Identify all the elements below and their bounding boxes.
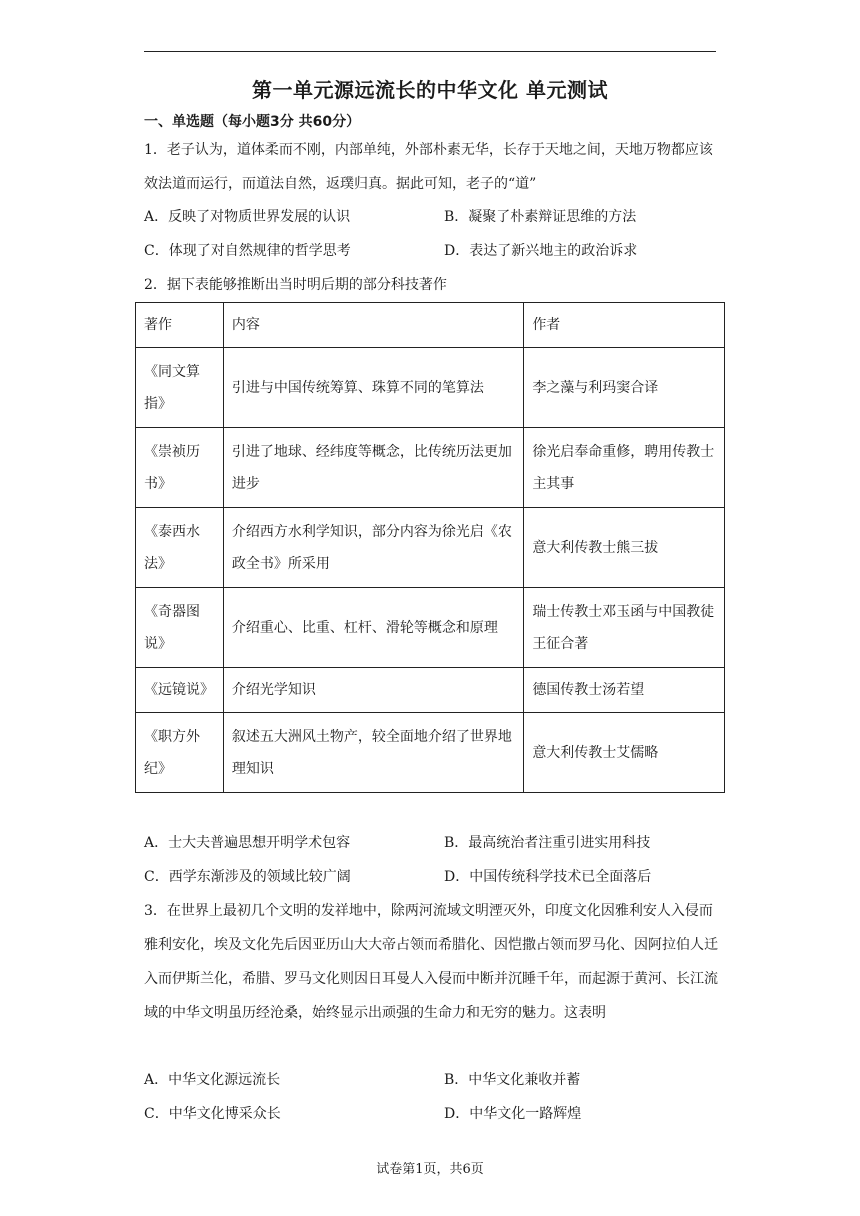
option-d: D．表达了新兴地主的政治诉求 (444, 243, 638, 259)
header-cell: 内容 (223, 303, 523, 348)
table-cell: 《远镜说》 (136, 668, 224, 713)
option-d: D．中华文化一路辉煌 (444, 1106, 582, 1122)
table-cell: 瑞士传教士邓玉函与中国教徒王征合著 (524, 588, 725, 668)
table-cell: 意大利传教士艾儒略 (524, 713, 725, 793)
table-cell: 《崇祯历书》 (136, 428, 224, 508)
table-row (136, 348, 725, 428)
options-row (144, 860, 724, 894)
option-a: A．反映了对物质世界发展的认识 (144, 209, 351, 225)
table-row (136, 508, 725, 588)
question-2-stem: 2．据下表能够推断出当时明后期的部分科技著作 (144, 277, 447, 293)
page-title: 第一单元源远流长的中华文化 单元测试 (252, 78, 608, 102)
table-cell: 徐光启奉命重修，聘用传教士主其事 (524, 428, 725, 508)
options-row (144, 826, 724, 860)
table-cell: 李之藻与利玛窦合译 (524, 348, 725, 428)
table-cell: 意大利传教士熊三拔 (524, 508, 725, 588)
table-cell: 引进与中国传统筹算、珠算不同的笔算法 (223, 348, 523, 428)
option-a: A．士大夫普遍思想开明学术包容 (144, 835, 351, 851)
section-heading: 一、单选题（每小题3分 共60分） (144, 114, 361, 130)
question-1-stem: 1．老子认为，道体柔而不刚，内部单纯，外部朴素无华，长存于天地之间，天地万物都应该效法道而运行，而道法自然，返璞归真。据此可知，老子的“道” (144, 142, 713, 192)
table-row (136, 588, 725, 668)
question-2-options (144, 826, 724, 894)
option-d: D．中国传统科学技术已全面落后 (444, 869, 652, 885)
question-3-stem: 3．在世界上最初几个文明的发祥地中，除两河流域文明湮灭外，印度文化因雅利安人入侵而雅利安化，埃及文化先后因亚历山大大帝占领而希腊化、因恺撒占领而罗马化、因阿拉伯人迁入而伊斯兰化，希腊、罗马文化则因日耳曼人入侵而中断并沉睡千年，而起源于黄河、长江流域的中华文明虽历经沧桑，始终显示出顽强的生命力和无穷的魅力。这表明 (144, 903, 718, 1021)
header-cell: 著作 (136, 303, 224, 348)
table-cell: 介绍重心、比重、杠杆、滑轮等概念和原理 (223, 588, 523, 668)
table-cell: 德国传教士汤若望 (524, 668, 725, 713)
question-3-options (144, 1063, 724, 1131)
option-b: B．凝聚了朴素辩证思维的方法 (444, 209, 637, 225)
table-cell: 引进了地球、经纬度等概念，比传统历法更加进步 (223, 428, 523, 508)
options-row (144, 1063, 724, 1097)
option-c: C．体现了对自然规律的哲学思考 (144, 243, 351, 259)
options-row (144, 200, 724, 234)
options-row (144, 1097, 724, 1131)
table-cell: 《奇器图说》 (136, 588, 224, 668)
question-1-options (144, 200, 724, 268)
table-row (136, 428, 725, 508)
option-c: C．西学东渐涉及的领域比较广阔 (144, 869, 351, 885)
science-works-table (135, 302, 725, 793)
table-cell: 《泰西水法》 (136, 508, 224, 588)
option-b: B．最高统治者注重引进实用科技 (444, 835, 651, 851)
table-cell: 叙述五大洲风土物产，较全面地介绍了世界地理知识 (223, 713, 523, 793)
header-cell: 作者 (524, 303, 725, 348)
table-cell: 介绍光学知识 (223, 668, 523, 713)
table-header-row (136, 303, 725, 348)
option-a: A．中华文化源远流长 (144, 1072, 281, 1088)
option-b: B．中华文化兼收并蓄 (444, 1072, 581, 1088)
table-row (136, 668, 725, 713)
page-footer: 试卷第1页，共6页 (376, 1162, 484, 1177)
table-cell: 《同文算指》 (136, 348, 224, 428)
table-cell: 《职方外纪》 (136, 713, 224, 793)
table-cell: 介绍西方水利学知识，部分内容为徐光启《农政全书》所采用 (223, 508, 523, 588)
header-rule (144, 51, 716, 52)
options-row (144, 234, 724, 268)
table-row (136, 713, 725, 793)
option-c: C．中华文化博采众长 (144, 1106, 281, 1122)
